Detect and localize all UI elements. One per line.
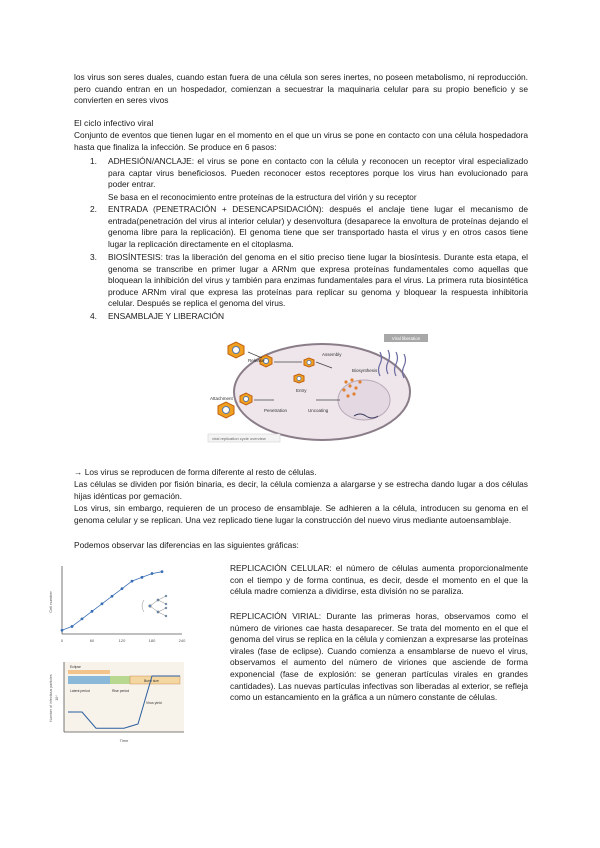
step-number: 4. bbox=[90, 311, 97, 321]
viral-cycle-figure bbox=[204, 330, 434, 446]
rise-bar bbox=[110, 676, 130, 684]
data-point bbox=[121, 587, 124, 590]
step-text: ADHESIÓN/ANCLAJE: el virus se pone en contacto con la célula y reconocen un receptor viral especializado para captar virus beneficiosos. Pueden reconocer estos receptores porque los virus han evolucionado para poder entrar. bbox=[108, 156, 528, 190]
data-point bbox=[71, 625, 74, 628]
data-point bbox=[151, 572, 154, 575]
label-assembly: Assembly bbox=[322, 352, 342, 357]
label-top-right: Viral liberation bbox=[391, 336, 421, 341]
data-point bbox=[81, 617, 84, 620]
y-axis-label: Number of infectious particles bbox=[49, 674, 53, 722]
intro-paragraph: los virus son seres duales, cuando estan fuera de una célula son seres inertes, no poseen metabolismo, ni reproducción. pero cuando entran en un hospedador, comienzan a secuestrar la maquinaria celular para su propio beneficio y se convierten en seres vivos bbox=[74, 72, 528, 106]
virion-icon bbox=[294, 374, 304, 383]
nucleus bbox=[338, 380, 390, 420]
label-latent: Latent period bbox=[70, 689, 90, 693]
label-attachment: Attachment bbox=[210, 396, 233, 401]
step-text: ENTRADA (PENETRACIÓN + DESENCAPSIDACIÓN): después el anclaje tiene lugar el mecanismo de entrada(penetración del virus al interior celular) y desenvoltura (desaparece la envoltura de proteínas dejando el genoma libre para la replicación). El genoma tiene que ser transportado hasta el virus y en otros casos tiene lugar la replicación directamente en el citoplasma. bbox=[108, 204, 528, 249]
virion-icon bbox=[218, 402, 234, 418]
y-tick-label: 10⁴ bbox=[55, 695, 59, 701]
label-biosynthesis: Biosynthesis bbox=[352, 368, 378, 373]
step-number: 2. bbox=[90, 204, 97, 214]
x-tick-labels bbox=[61, 638, 186, 643]
reproduccion-p3: Los virus, sin embargo, requieren de un proceso de ensamblaje. Se adhieren a la célula, introducen su genoma en el genoma celular y se replican. Una vez replicado tiene lugar la construcción del nuevo virus mediante autoensamblaje. bbox=[74, 503, 528, 525]
step-number: 1. bbox=[90, 156, 97, 166]
x-tick-label: 0 bbox=[60, 638, 64, 643]
label-entry: Entry bbox=[296, 388, 307, 393]
x-tick-label: 120 bbox=[118, 638, 126, 643]
ciclo-intro: Conjunto de eventos que tienen lugar en el momento en el que un virus se pone en contacto con una célula hospedadora hasta que finaliza la infección. Se produce en 6 pasos: bbox=[74, 130, 528, 152]
label-release: Release bbox=[248, 358, 265, 363]
x-tick-label: 240 bbox=[178, 638, 186, 643]
data-point bbox=[91, 610, 94, 613]
x-tick-label: 60 bbox=[89, 638, 95, 643]
growth-points bbox=[61, 570, 164, 631]
label-burst: Burst size bbox=[144, 679, 159, 683]
data-point bbox=[161, 570, 164, 573]
replicacion-celular-text: REPLICACIÓN CELULAR: el número de células aumenta proporcionalmente con el tiempo y de forma continua, es decir, desde el momento en el que la célula madre comienza a dividirse, esta división no se paraliza. bbox=[230, 563, 528, 597]
cell-growth-chart bbox=[46, 562, 188, 652]
step-number: 3. bbox=[90, 252, 97, 262]
label-penetration: Penetration bbox=[264, 408, 288, 413]
label-rise: Rise period bbox=[112, 689, 130, 693]
data-point bbox=[61, 629, 64, 632]
eclipse-bar bbox=[68, 670, 110, 674]
latent-bar bbox=[68, 676, 110, 684]
step-1-note: Se basa en el reconocimiento entre proteínas de la estructura del virión y su receptor bbox=[108, 193, 417, 202]
section-heading-ciclo: El ciclo infectivo viral bbox=[74, 118, 154, 128]
viral-growth-chart bbox=[46, 656, 188, 748]
data-point bbox=[131, 580, 134, 583]
inset-bracket bbox=[142, 600, 144, 612]
label-eclipse: Eclipse bbox=[70, 665, 81, 669]
reproduccion-p1: → Los virus se reproducen de forma diferente al resto de células. bbox=[74, 467, 317, 477]
virion-icon bbox=[228, 342, 244, 358]
reproduccion-p4: Podemos observar las diferencias en las siguientes gráficas: bbox=[74, 540, 299, 550]
figure-caption: viral replication cycle overview bbox=[212, 436, 266, 441]
data-point bbox=[101, 602, 104, 605]
label-yield: Virus yield bbox=[146, 701, 162, 705]
y-axis-label: Cell number bbox=[48, 591, 53, 613]
data-point bbox=[141, 576, 144, 579]
growth-line bbox=[62, 572, 162, 631]
step-text: BIOSÍNTESIS: tras la liberación del genoma en el sitio preciso tiene lugar la biosíntesis. Durante esta etapa, el genoma se transcribe en primer lugar a ARNm que expresa proteínas fundamentales como aquellas que bloquean la inhibición del virus y también para enzimas fundamentales para el virus. La primera ruta biosintética produce ARNm viral que expresa las proteínas para replicar su genoma y bloquear la respuesta inhibitoria celular. Después se replica el genoma del virus. bbox=[108, 252, 528, 309]
division-tree-icon bbox=[149, 595, 167, 617]
data-point bbox=[111, 595, 114, 598]
replicacion-viral-text: REPLICACIÓN VIRIAL: Durante las primeras horas, observamos como el número de viriones cae hasta desaparecer. Se trata del momento en el que el genoma del virus se replica en la célula y comienzan a expresarse las proteínas virales (fase de eclipse). Cuando comienza a ensamblarse de nuevo el virus, observamos el aumento del número de viriones que asciende de forma exponencial (fase de explosión: se generan partículas virales en grandes cantidades). Las nuevas partículas infectivas son liberadas al exterior, se refleja como un estancamiento en la gráfica a un número constante de células. bbox=[230, 611, 528, 703]
x-axis-label: Time bbox=[119, 738, 129, 743]
x-tick-label: 180 bbox=[148, 638, 156, 643]
virion-icon bbox=[304, 358, 314, 367]
reproduccion-p2: Las células se dividen por fisión binaria, es decir, la célula comienza a alargarse y se estrecha dando lugar a dos células hijas idénticas por gemación. bbox=[74, 479, 528, 501]
virion-icon bbox=[240, 393, 252, 405]
label-uncoating: Uncoating bbox=[308, 408, 329, 413]
step-text: ENSAMBLAJE Y LIBERACIÓN bbox=[108, 311, 225, 321]
